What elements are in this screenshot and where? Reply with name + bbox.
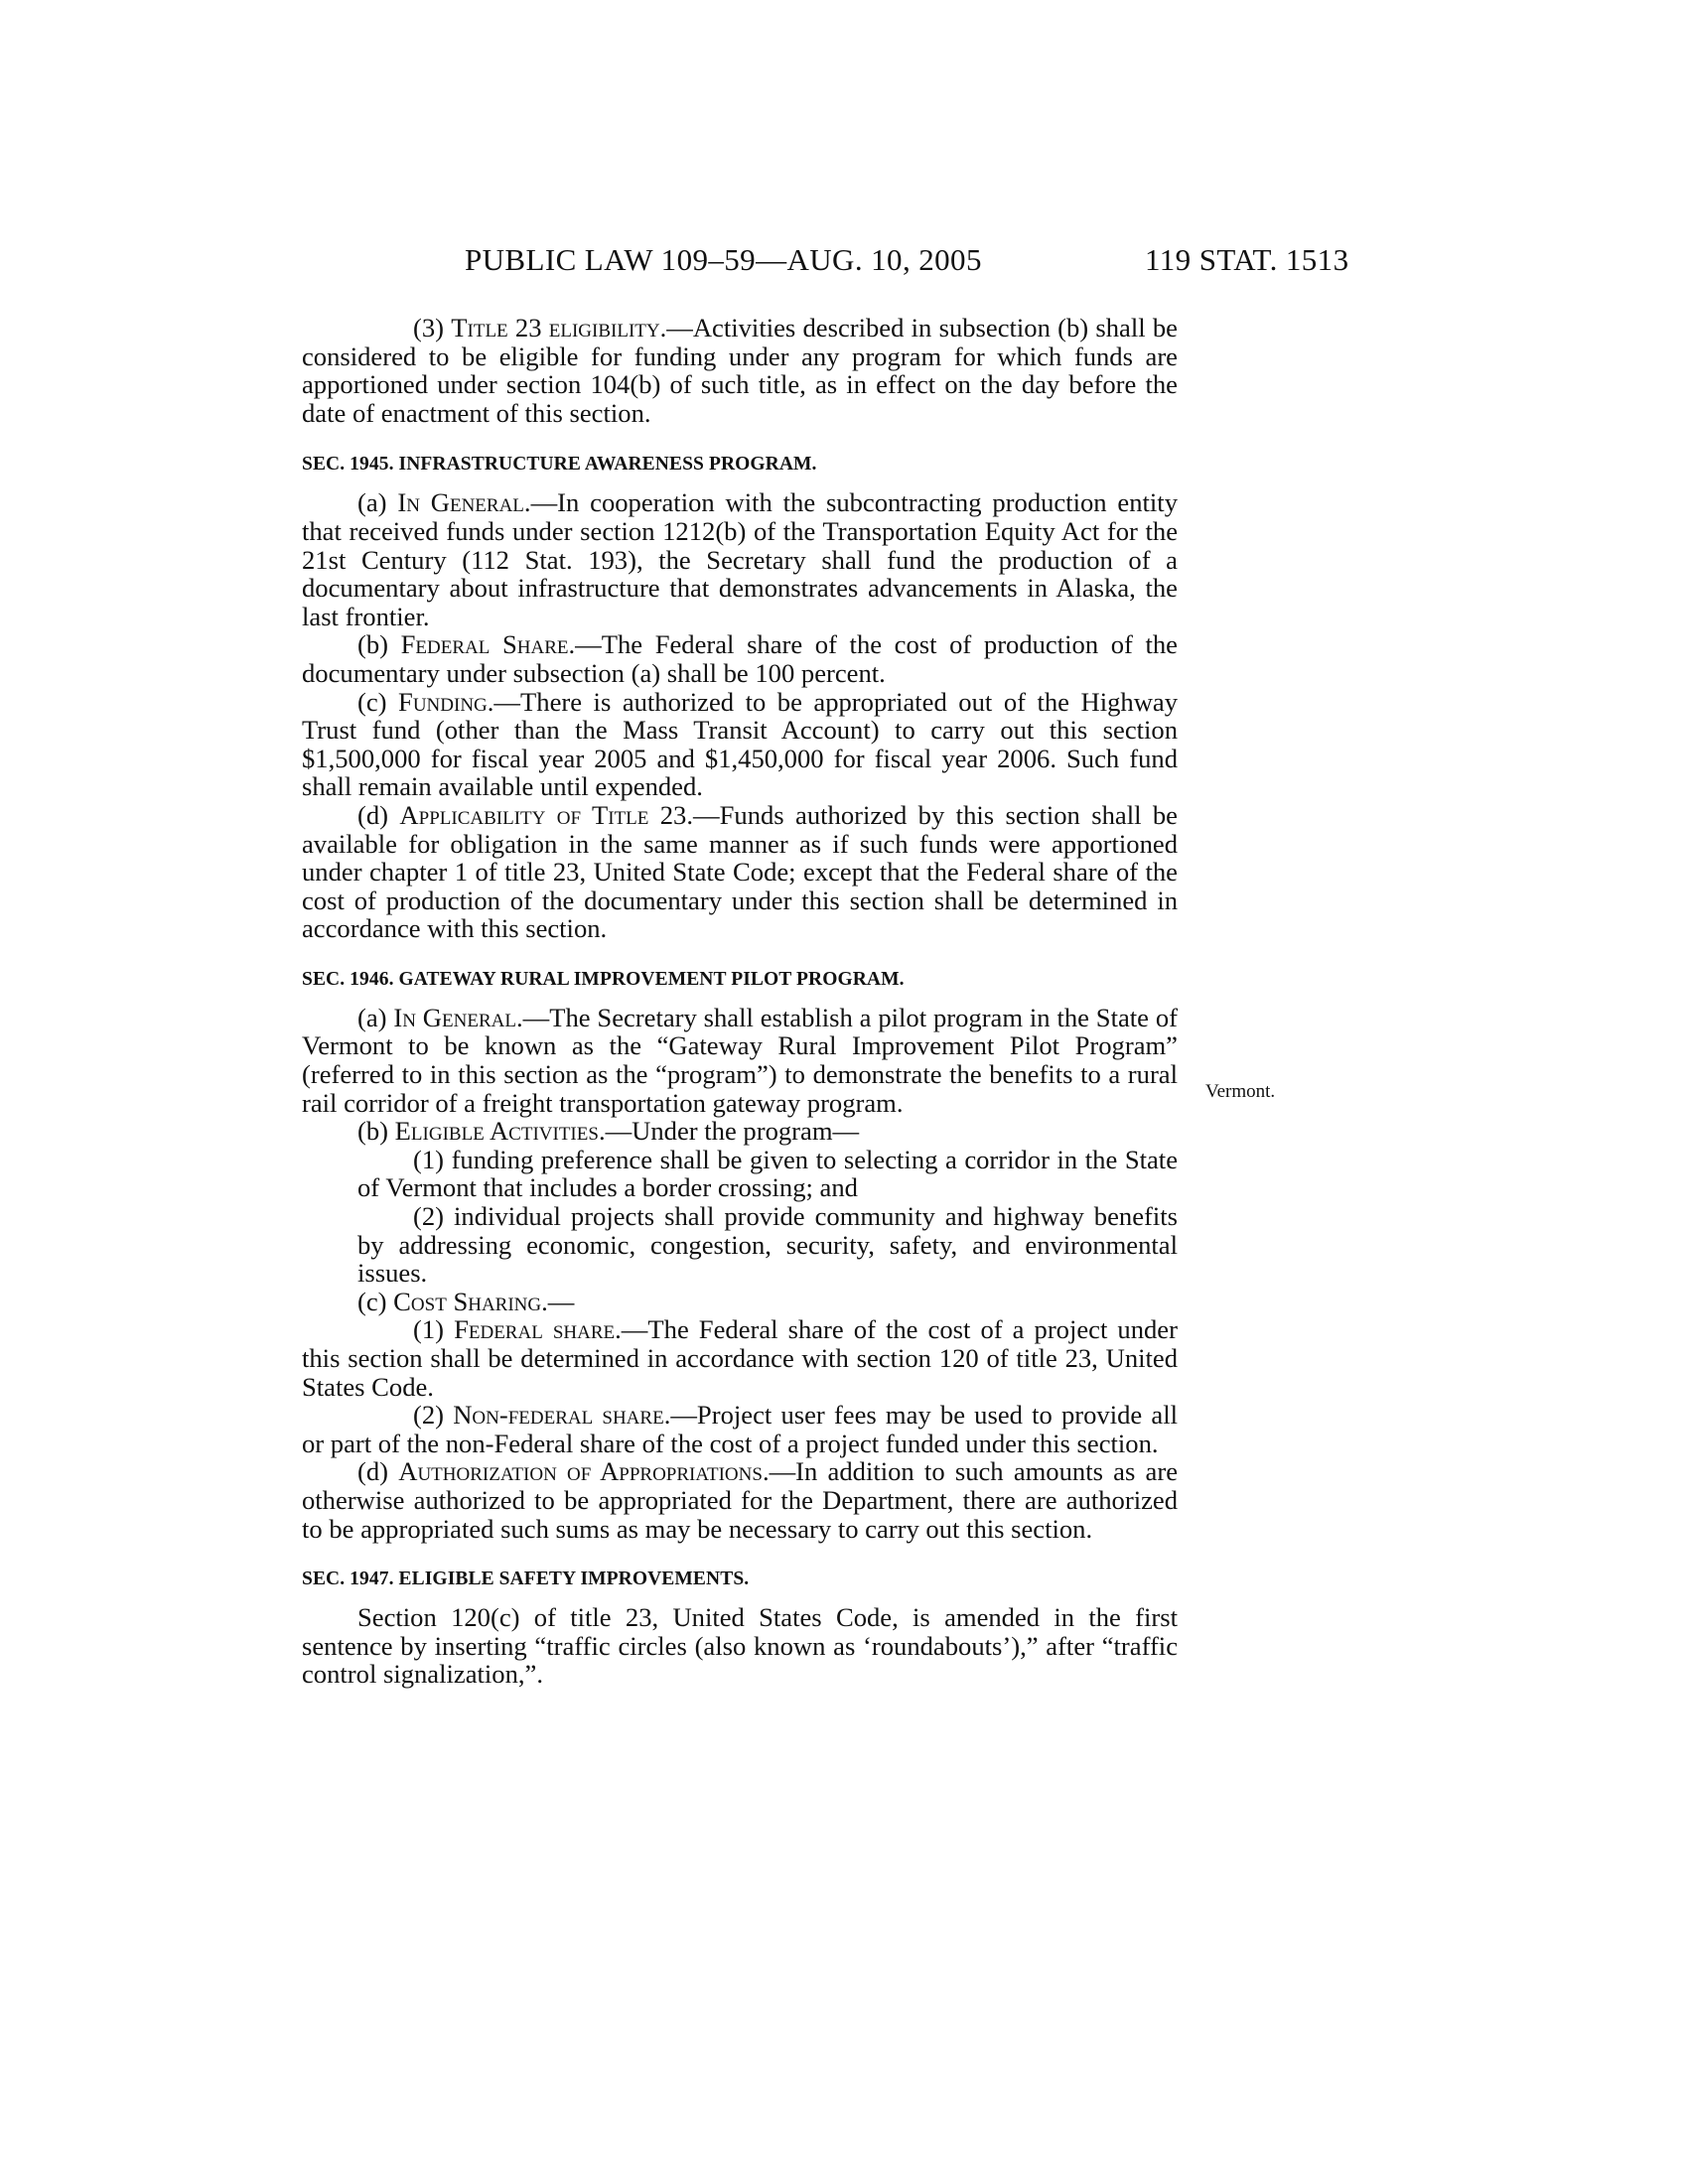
subsection-text: .— [541,1286,575,1316]
subsection-heading: Eligible Activities [394,1116,599,1147]
section-1946-c [302,1288,1178,1316]
paragraph-text: .—Activities described in subsection (b) shall be considered to be eligible for funding under any program for which funds are apportioned under section 104(b) of such title, as in effect on the day before the date of enactment of this section. [302,313,1178,428]
paragraph-number: (3) [413,313,452,342]
margin-note-vermont: Vermont. [1205,1081,1276,1102]
subsection-number: (b) [357,629,401,660]
subsection-text: .—The Secretary shall establish a pilot program in the State of Vermont to be known as the “Gateway Rural Improvement Pilot Program” (referred to in this section as the “program”) to demonstrate the benefits to a rural rail corridor of a freight transportation gateway program. [302,1002,1178,1118]
paragraph-number: (2) [413,1400,454,1431]
section-1946-c-2 [302,1401,1178,1457]
subsection-text: .—Under the program— [598,1116,860,1147]
paragraph-heading: Federal share [454,1314,616,1345]
subsection-number: (d) [357,799,400,830]
section-1945-c [302,688,1178,801]
subsection-text: .—The Federal share of the cost of production of the documentary under subsection (a) shall be 100 percent. [302,629,1178,688]
running-header-title: PUBLIC LAW 109–59—AUG. 10, 2005 [465,242,982,277]
paragraph-3-title-23-eligibility [302,314,1178,427]
subsection-number: (a) [357,1002,394,1032]
section-1946-heading: SEC. 1946. GATEWAY RURAL IMPROVEMENT PILOT PROGRAM. [302,968,905,990]
section-1946-b [302,1117,1178,1146]
subsection-heading: Cost Sharing [393,1286,542,1316]
section-1945-heading: SEC. 1945. INFRASTRUCTURE AWARENESS PROGRAM. [302,454,817,476]
subsection-number: (c) [357,686,399,717]
subsection-text: .—In cooperation with the subcontracting production entity that received funds under section 1212(b) of the Transportation Equity Act for the 21st Century (112 Stat. 193), the Secretary shall fund the production of a documentary about infrastructure that demonstrates advancements in Alaska, the last frontier. [302,487,1178,631]
subsection-heading: Funding [398,686,488,717]
document-body [302,314,1178,1689]
paragraph-text: .—The Federal share of the cost of a project under this section shall be determined in accordance with section 120 of title 23, United States Code. [302,1314,1178,1402]
subsection-heading: Federal Share [400,629,569,660]
section-1947-heading: SEC. 1947. ELIGIBLE SAFETY IMPROVEMENTS. [302,1569,750,1590]
section-1945-b [302,630,1178,687]
section-1945-d [302,801,1178,943]
paragraph-text: .—Project user fees may be used to provide all or part of the non-Federal share of the cost of a project funded under this section. [302,1400,1178,1458]
paragraph-heading: Title 23 eligibility [451,313,660,342]
subsection-heading: In General [397,487,524,518]
section-1946-d [302,1457,1178,1543]
subsection-text: .—In addition to such amounts as are otherwise authorized to be appropriated for the Department, there are authorized to be appropriated such sums as may be necessary to carry out this section. [302,1456,1178,1544]
section-1946-b-1: (1) funding preference shall be given to selecting a corridor in the State of Vermont that includes a border crossing; and [357,1144,1178,1203]
subsection-number: (b) [357,1116,395,1147]
page-stat-citation: 119 STAT. 1513 [1145,242,1349,277]
section-1946-b-2: (2) individual projects shall provide community and highway benefits by addressing economic, congestion, security, safety, and environmental issues. [357,1201,1178,1289]
section-1945-a [302,488,1178,630]
subsection-number: (a) [357,487,398,518]
paragraph-number: (1) [413,1314,455,1345]
subsection-text: .—Funds authorized by this section shall be available for obligation in the same manner as if such funds were apportioned under chapter 1 of title 23, United State Code; except that the Federal share of the cost of production of the documentary under this section shall be determined in accordance with this section. [302,799,1178,944]
section-1946-a [302,1004,1178,1117]
section-1947-text: Section 120(c) of title 23, United States Code, is amended in the first sentence by inserting “traffic circles (also known as ‘roundabouts’),” after “traffic control signalization,”. [302,1602,1178,1690]
subsection-heading: In General [393,1002,516,1032]
subsection-number: (d) [357,1456,399,1487]
section-1946-c-1 [302,1315,1178,1401]
subsection-heading: Authorization of Appropriations [398,1456,763,1487]
subsection-number: (c) [357,1286,394,1316]
subsection-heading: Applicability of Title 23 [399,799,687,830]
subsection-text: .—There is authorized to be appropriated out of the Highway Trust fund (other than the Mass Transit Account) to carry out this section $1,500,000 for fiscal year 2005 and $1,450,000 for fiscal year 2006. Such fund shall remain available until expended. [302,686,1178,802]
paragraph-heading: Non-federal share [453,1400,664,1431]
